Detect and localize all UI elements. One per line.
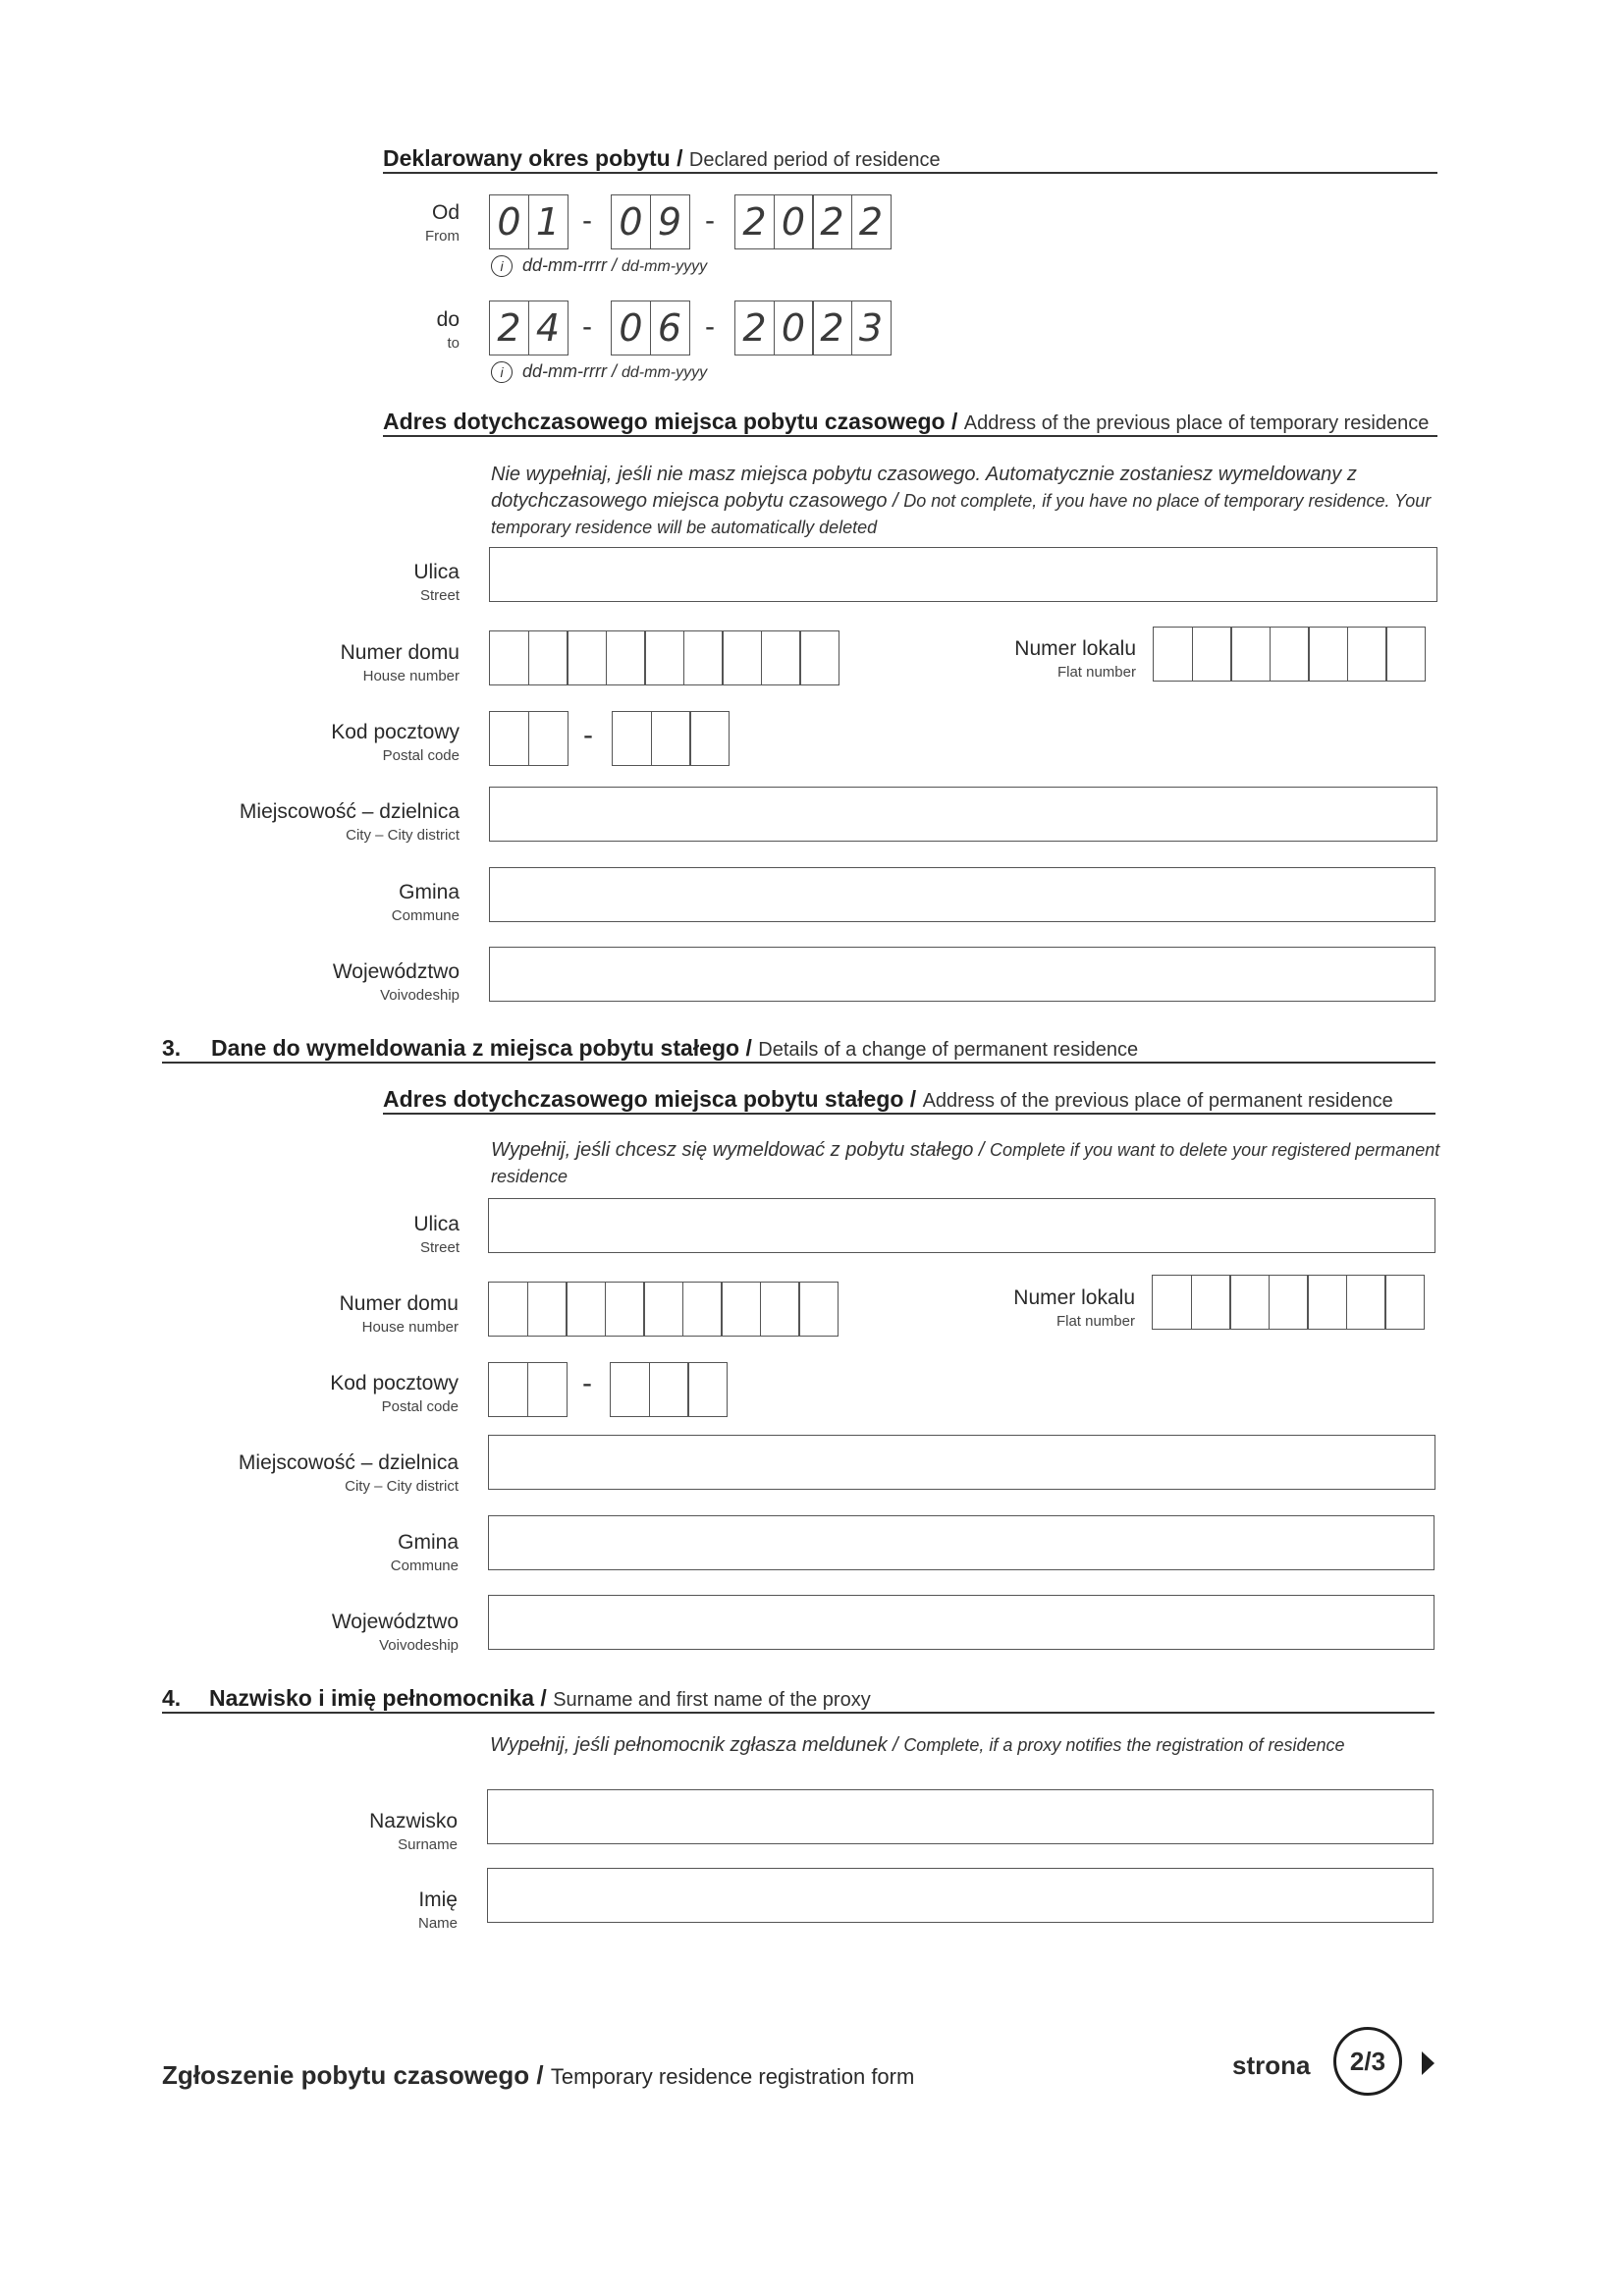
char-cell[interactable]	[683, 630, 724, 685]
to-year[interactable]	[734, 301, 890, 355]
flat-number-label: Numer lokalu Flat number	[1014, 637, 1136, 681]
postal-code-label: Kod pocztowy Postal code	[331, 721, 460, 764]
date-separator: -	[582, 204, 592, 237]
prev-temp-address-note: Nie wypełniaj, jeśli nie masz miejsca pobytu czasowego. Automatycznie zostaniesz wymeldowany z dotychczasowego miejsca pobytu czasowego / Do not complete, if you have no place of temporary residence. Your temporary residence will be automatically deleted	[491, 464, 1432, 537]
city-label: Miejscowość – dzielnica City – City district	[238, 1451, 459, 1495]
section-3-heading: 3. Dane do wymeldowania z miejsca pobytu stałego / Details of a change of permanent residence	[162, 1035, 1435, 1064]
postal-code-prefix[interactable]	[489, 711, 567, 766]
voivodeship-label: Województwo Voivodeship	[332, 960, 460, 1004]
char-cell[interactable]	[687, 1362, 728, 1417]
prev-perm-address-heading: Adres dotychczasowego miejsca pobytu stałego / Address of the previous place of permanent residence	[383, 1086, 1435, 1115]
postal-code-suffix[interactable]	[612, 711, 729, 766]
city-label: Miejscowość – dzielnica City – City district	[239, 800, 460, 844]
to-month[interactable]	[611, 301, 688, 355]
char-cell[interactable]	[643, 1282, 683, 1337]
char-cell[interactable]	[689, 711, 730, 766]
commune-input[interactable]	[488, 1515, 1435, 1570]
digit-cell[interactable]: 6	[650, 301, 690, 355]
date-separator: -	[705, 310, 715, 343]
char-cell[interactable]	[644, 630, 684, 685]
date-separator: -	[582, 310, 592, 343]
page-label: strona	[1232, 2050, 1311, 2080]
commune-input[interactable]	[489, 867, 1435, 922]
flat-number-label: Numer lokalu Flat number	[1013, 1286, 1135, 1330]
digit-cell[interactable]: 0	[611, 301, 651, 355]
char-cell[interactable]	[1384, 1275, 1425, 1330]
char-cell[interactable]	[1152, 1275, 1192, 1330]
commune-label: Gmina Commune	[391, 881, 460, 924]
from-label: Od From	[425, 201, 460, 245]
triangle-right-icon[interactable]	[1422, 2051, 1435, 2075]
postal-code-prefix[interactable]	[488, 1362, 566, 1417]
char-cell[interactable]	[1230, 627, 1271, 682]
char-cell[interactable]	[488, 1282, 528, 1337]
char-cell[interactable]	[799, 630, 839, 685]
house-number-input[interactable]	[488, 1282, 838, 1337]
house-number-label: Numer domu House number	[340, 641, 460, 684]
char-cell[interactable]	[1385, 627, 1426, 682]
char-cell[interactable]	[566, 1282, 606, 1337]
char-cell[interactable]	[721, 1282, 761, 1337]
form-title: Zgłoszenie pobytu czasowego / Temporary residence registration form	[162, 2060, 915, 2090]
city-input[interactable]	[489, 787, 1437, 842]
date-format-hint: i dd-mm-rrrr / dd-mm-yyyy	[491, 255, 707, 277]
char-cell[interactable]	[761, 630, 801, 685]
char-cell[interactable]	[760, 1282, 800, 1337]
date-separator: -	[705, 204, 715, 237]
street-input[interactable]	[488, 1198, 1435, 1253]
street-input[interactable]	[489, 547, 1437, 602]
char-cell[interactable]	[606, 630, 646, 685]
house-number-input[interactable]	[489, 630, 839, 685]
proxy-surname-input[interactable]	[487, 1789, 1434, 1844]
postal-code-suffix[interactable]	[610, 1362, 727, 1417]
char-cell[interactable]	[1307, 1275, 1347, 1330]
char-cell[interactable]	[682, 1282, 723, 1337]
from-day[interactable]	[489, 194, 567, 249]
flat-number-input[interactable]	[1153, 627, 1425, 682]
street-label: Ulica Street	[413, 561, 460, 604]
digit-cell[interactable]: 2	[812, 194, 852, 249]
date-format-hint: i dd-mm-rrrr / dd-mm-yyyy	[491, 361, 707, 383]
char-cell[interactable]	[651, 711, 691, 766]
flat-number-input[interactable]	[1152, 1275, 1424, 1330]
page-number: 2/3	[1349, 2047, 1386, 2076]
info-icon: i	[491, 255, 513, 277]
postal-separator: -	[583, 719, 593, 751]
digit-cell[interactable]: 0	[774, 301, 814, 355]
proxy-note: Wypełnij, jeśli pełnomocnik zgłasza meldunek / Complete, if a proxy notifies the registration of residence	[490, 1734, 1345, 1756]
digit-cell[interactable]: 1	[528, 194, 568, 249]
surname-label: Nazwisko Surname	[369, 1810, 458, 1853]
char-cell[interactable]	[567, 630, 607, 685]
char-cell[interactable]	[1191, 1275, 1231, 1330]
char-cell[interactable]	[1270, 627, 1310, 682]
char-cell[interactable]	[1192, 627, 1232, 682]
char-cell[interactable]	[528, 630, 568, 685]
postal-code-label: Kod pocztowy Postal code	[330, 1372, 459, 1415]
from-year[interactable]	[734, 194, 890, 249]
digit-cell[interactable]: 4	[528, 301, 568, 355]
from-month[interactable]	[611, 194, 688, 249]
char-cell[interactable]	[1269, 1275, 1309, 1330]
section-4-heading: 4. Nazwisko i imię pełnomocnika / Surname and first name of the proxy	[162, 1685, 1435, 1714]
char-cell[interactable]	[489, 630, 529, 685]
char-cell[interactable]	[722, 630, 762, 685]
char-cell[interactable]	[605, 1282, 645, 1337]
voivodeship-input[interactable]	[488, 1595, 1435, 1650]
char-cell[interactable]	[489, 711, 529, 766]
house-number-label: Numer domu House number	[339, 1292, 459, 1336]
char-cell[interactable]	[1308, 627, 1348, 682]
declared-period-heading: Deklarowany okres pobytu / Declared period of residence	[383, 145, 1437, 174]
char-cell[interactable]	[1229, 1275, 1270, 1330]
postal-separator: -	[582, 1367, 592, 1399]
char-cell[interactable]	[1153, 627, 1193, 682]
digit-cell[interactable]: 9	[650, 194, 690, 249]
char-cell[interactable]	[612, 711, 652, 766]
digit-cell[interactable]: 3	[851, 301, 892, 355]
char-cell[interactable]	[527, 1362, 568, 1417]
char-cell[interactable]	[1346, 1275, 1386, 1330]
char-cell[interactable]	[528, 711, 568, 766]
info-icon: i	[491, 361, 513, 383]
page-number-badge	[1333, 2027, 1402, 2096]
name-label: Imię Name	[417, 1888, 458, 1932]
digit-cell[interactable]: 2	[812, 301, 852, 355]
proxy-name-input[interactable]	[487, 1868, 1434, 1923]
prev-perm-address-note: Wypełnij, jeśli chcesz się wymeldować z pobytu stałego / Complete if you want to delete your registered permanent residence	[491, 1139, 1440, 1186]
digit-cell[interactable]: 2	[489, 301, 529, 355]
to-label: do to	[436, 308, 460, 352]
street-label: Ulica Street	[413, 1213, 460, 1256]
digit-cell[interactable]: 2	[734, 301, 775, 355]
commune-label: Gmina Commune	[390, 1531, 459, 1574]
char-cell[interactable]	[527, 1282, 568, 1337]
char-cell[interactable]	[488, 1362, 528, 1417]
voivodeship-label: Województwo Voivodeship	[331, 1611, 459, 1654]
char-cell[interactable]	[649, 1362, 689, 1417]
char-cell[interactable]	[610, 1362, 650, 1417]
digit-cell[interactable]: 2	[851, 194, 892, 249]
digit-cell[interactable]: 0	[489, 194, 529, 249]
digit-cell[interactable]: 0	[774, 194, 814, 249]
char-cell[interactable]	[798, 1282, 839, 1337]
digit-cell[interactable]: 2	[734, 194, 775, 249]
city-input[interactable]	[488, 1435, 1435, 1490]
digit-cell[interactable]: 0	[611, 194, 651, 249]
prev-temp-address-heading: Adres dotychczasowego miejsca pobytu czasowego / Address of the previous place of temporary residence	[383, 409, 1437, 437]
to-day[interactable]	[489, 301, 567, 355]
char-cell[interactable]	[1347, 627, 1387, 682]
voivodeship-input[interactable]	[489, 947, 1435, 1002]
